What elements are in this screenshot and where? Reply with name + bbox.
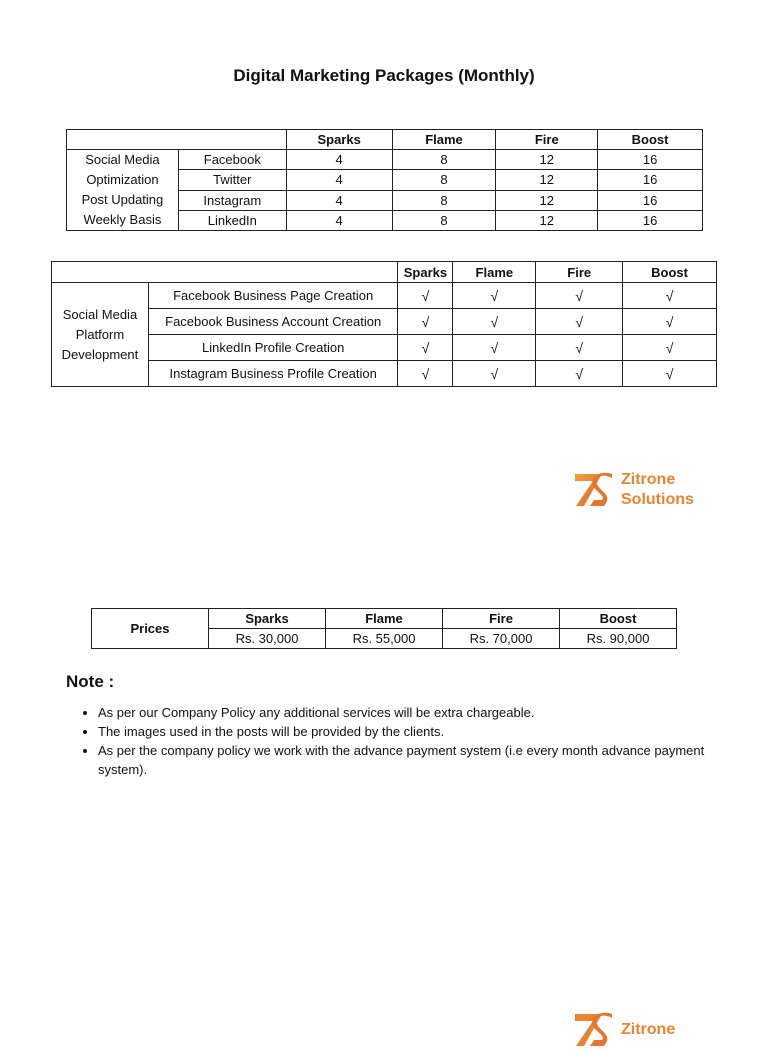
value-cell: 16 bbox=[598, 150, 703, 170]
page-title: Digital Marketing Packages (Monthly) bbox=[233, 66, 535, 85]
note-item: • As per the company policy we work with the advance payment system (i.e every month advance payment system). bbox=[98, 741, 738, 779]
section-label-line: Development bbox=[61, 346, 139, 362]
value-cell: 16 bbox=[598, 170, 703, 190]
empty-header-cell bbox=[67, 130, 287, 150]
column-header: Fire bbox=[443, 609, 560, 629]
section-label-line: Optimization bbox=[86, 172, 159, 187]
price-cell: Rs. 70,000 bbox=[443, 629, 560, 649]
zs-logo-icon bbox=[572, 1010, 616, 1050]
value-cell: 4 bbox=[286, 190, 392, 210]
note-title: Note : bbox=[66, 672, 115, 691]
check-cell: √ bbox=[623, 335, 717, 361]
table-row bbox=[52, 283, 717, 309]
column-header: Flame bbox=[392, 130, 496, 150]
check-cell: √ bbox=[398, 309, 453, 335]
check-cell: √ bbox=[536, 361, 623, 387]
price-cell: Rs. 30,000 bbox=[209, 629, 326, 649]
check-cell: √ bbox=[398, 283, 453, 309]
value-cell: 12 bbox=[496, 170, 598, 190]
value-cell: 12 bbox=[496, 210, 598, 230]
column-header: Sparks bbox=[286, 130, 392, 150]
table-header-row bbox=[52, 262, 717, 283]
value-cell: 4 bbox=[286, 210, 392, 230]
service-cell: Facebook Business Account Creation bbox=[148, 309, 398, 335]
logo-line2: Solutions bbox=[621, 491, 694, 508]
note-item: • The images used in the posts will be provided by the clients. bbox=[98, 722, 738, 741]
check-cell: √ bbox=[536, 283, 623, 309]
zs-logo-icon bbox=[572, 470, 616, 510]
platform-cell: Instagram bbox=[178, 190, 286, 210]
section-label-line: Social Media bbox=[62, 306, 138, 322]
note-list bbox=[66, 703, 738, 779]
value-cell: 8 bbox=[392, 150, 496, 170]
column-header: Sparks bbox=[209, 609, 326, 629]
table-row bbox=[52, 361, 717, 387]
column-header: Boost bbox=[623, 262, 717, 283]
prices-label: Prices bbox=[92, 609, 209, 649]
table-header-row bbox=[67, 130, 703, 150]
section-label-line: Weekly Basis bbox=[83, 212, 162, 227]
table-row bbox=[52, 309, 717, 335]
column-header: Boost bbox=[560, 609, 677, 629]
service-cell: LinkedIn Profile Creation bbox=[148, 335, 398, 361]
logo-line1: Zitrone bbox=[621, 471, 676, 488]
check-cell: √ bbox=[453, 283, 536, 309]
section-label-line: Social Media bbox=[85, 152, 160, 167]
value-cell: 8 bbox=[392, 170, 496, 190]
company-logo bbox=[572, 470, 694, 510]
check-cell: √ bbox=[623, 283, 717, 309]
price-cell: Rs. 90,000 bbox=[560, 629, 677, 649]
column-header: Sparks bbox=[398, 262, 453, 283]
section-label-line: Platform bbox=[75, 326, 125, 342]
check-cell: √ bbox=[623, 361, 717, 387]
footer-logo-line1: Zitrone bbox=[621, 1021, 676, 1038]
section-label-cell bbox=[67, 150, 179, 231]
check-cell: √ bbox=[453, 309, 536, 335]
logo-text bbox=[616, 470, 694, 510]
note-item: • As per our Company Policy any additional services will be extra chargeable. bbox=[98, 703, 738, 722]
value-cell: 16 bbox=[598, 190, 703, 210]
service-cell: Facebook Business Page Creation bbox=[148, 283, 398, 309]
column-header: Boost bbox=[598, 130, 703, 150]
prices-table bbox=[91, 608, 677, 649]
price-cell: Rs. 55,000 bbox=[326, 629, 443, 649]
section-label-cell bbox=[52, 283, 149, 387]
value-cell: 16 bbox=[598, 210, 703, 230]
check-cell: √ bbox=[453, 335, 536, 361]
value-cell: 12 bbox=[496, 150, 598, 170]
check-cell: √ bbox=[398, 361, 453, 387]
value-cell: 12 bbox=[496, 190, 598, 210]
column-header: Fire bbox=[496, 130, 598, 150]
column-header: Fire bbox=[536, 262, 623, 283]
check-cell: √ bbox=[623, 309, 717, 335]
value-cell: 8 bbox=[392, 190, 496, 210]
check-cell: √ bbox=[536, 335, 623, 361]
table-header-row bbox=[92, 609, 677, 629]
check-cell: √ bbox=[398, 335, 453, 361]
column-header: Flame bbox=[453, 262, 536, 283]
platform-cell: Twitter bbox=[178, 170, 286, 190]
table-row bbox=[67, 150, 703, 170]
platform-cell: Facebook bbox=[178, 150, 286, 170]
value-cell: 8 bbox=[392, 210, 496, 230]
service-cell: Instagram Business Profile Creation bbox=[148, 361, 398, 387]
optimization-table bbox=[66, 129, 703, 231]
value-cell: 4 bbox=[286, 150, 392, 170]
check-cell: √ bbox=[536, 309, 623, 335]
footer-logo bbox=[572, 1010, 675, 1050]
column-header: Flame bbox=[326, 609, 443, 629]
table-row bbox=[52, 335, 717, 361]
empty-header-cell bbox=[52, 262, 398, 283]
section-label-line: Post Updating bbox=[81, 192, 164, 207]
check-cell: √ bbox=[453, 361, 536, 387]
platform-cell: LinkedIn bbox=[178, 210, 286, 230]
development-table bbox=[51, 261, 717, 387]
value-cell: 4 bbox=[286, 170, 392, 190]
